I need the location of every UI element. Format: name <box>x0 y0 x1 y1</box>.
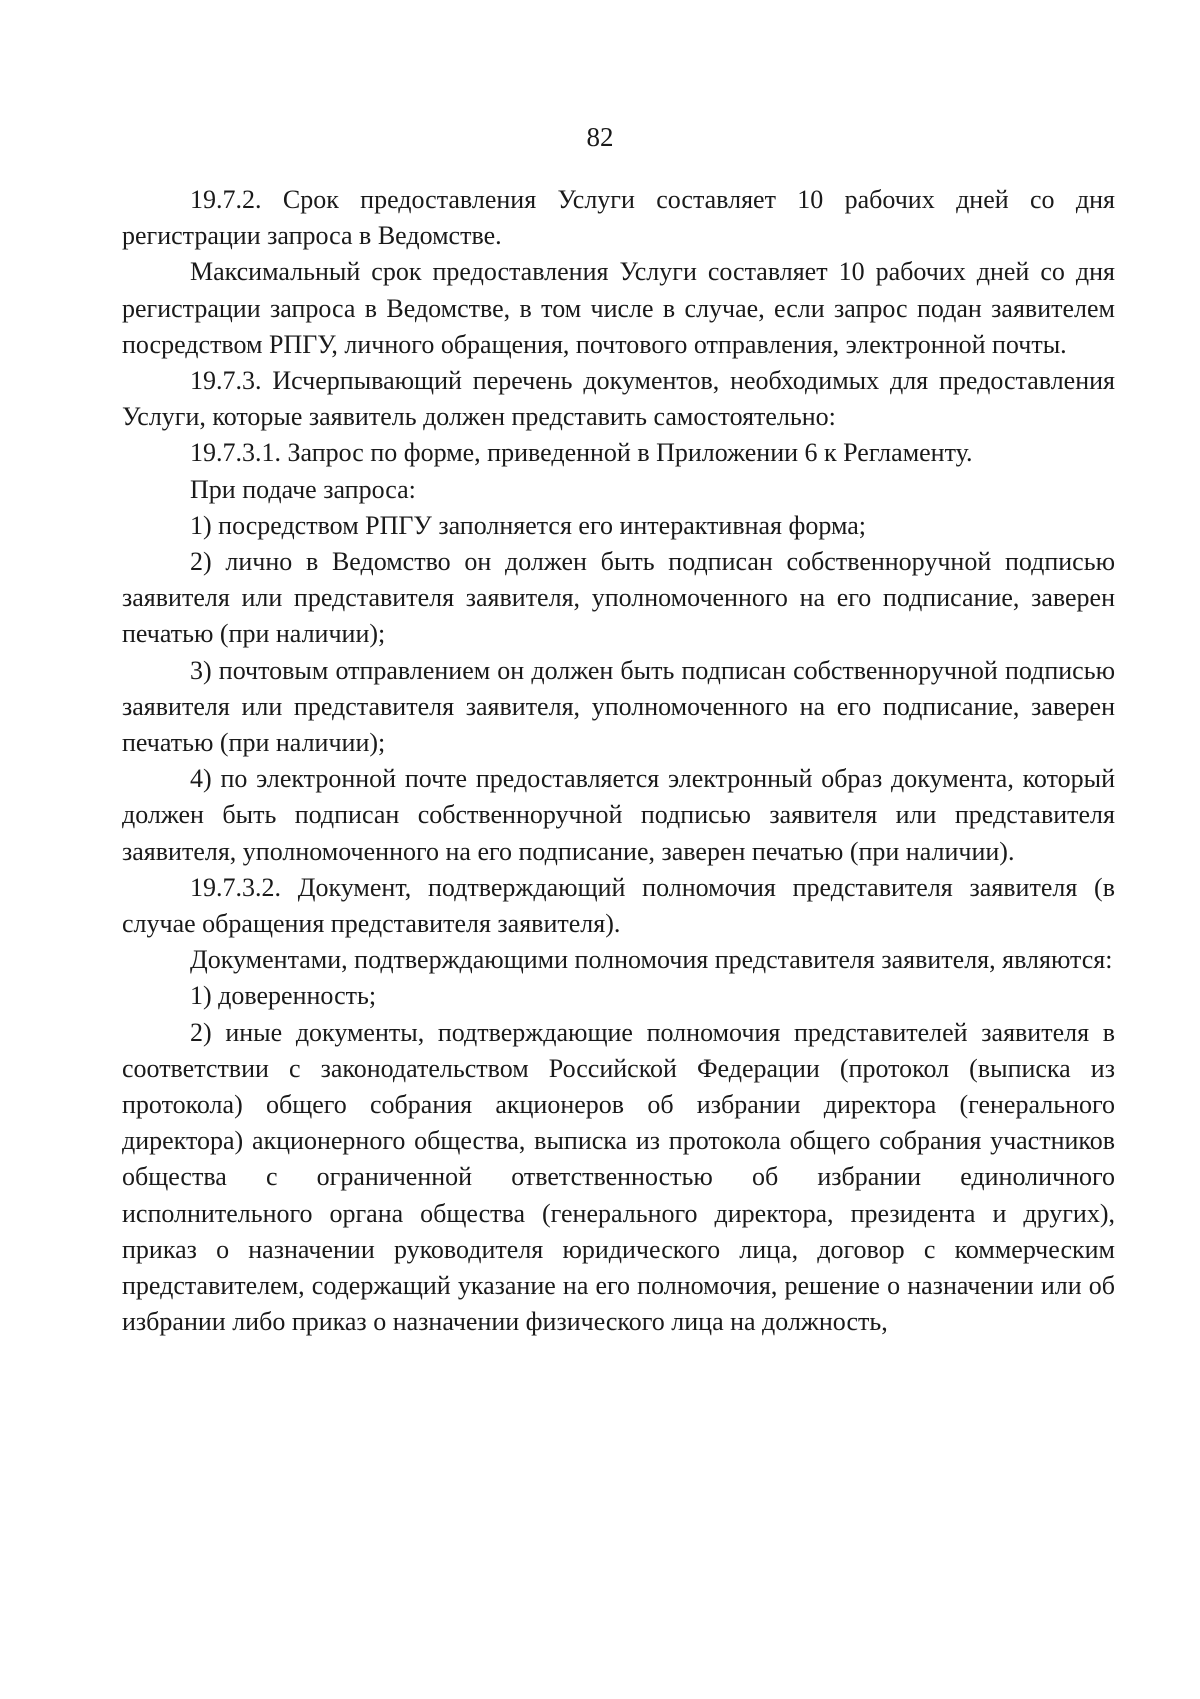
list-item-1-rpgu: 1) посредством РПГУ заполняется его интерактивная форма; <box>190 510 866 540</box>
paragraph-authority-documents: Документами, подтверждающими полномочия представителя заявителя, являются: <box>190 945 1113 975</box>
list-item-1-power-of-attorney: 1) доверенность; <box>190 981 377 1011</box>
list-item-2-in-person: 2) лично в Ведомство он должен быть подписан собственноручной подписью заявителя или представителя заявителя, уполномоченного на его подписание, заверен печатью (при наличии); <box>122 547 1115 649</box>
list-item-2-other-documents: 2) иные документы, подтверждающие полномочия представителей заявителя в соответствии с законодательством Российской Федерации (протокол (выписка из протокола) общего собрания акционеров об избрании директора (генерального директора) акционерного общества, выписка из протокола общего собрания участников общества с ограниченной ответственностью об избрании единоличного исполнительного органа общества (генерального директора, президента и других), приказ о назначении руководителя юридического лица, договор с коммерческим представителем, содержащий указание на его полномочия, решение о назначении или об избрании либо приказ о назначении физического лица на должность, <box>122 1017 1115 1337</box>
paragraph-request-submission: При подаче запроса: <box>190 474 416 504</box>
paragraph-19-7-3: 19.7.3. Исчерпывающий перечень документов, необходимых для предоставления Услуги, которые заявитель должен представить самостоятельно: <box>122 366 1115 432</box>
list-item-4-email: 4) по электронной почте предоставляется электронный образ документа, который должен быть подписан собственноручной подписью заявителя или представителя заявителя, уполномоченного на его подписание, заверен печатью (при наличии). <box>122 764 1115 866</box>
paragraph-max-term: Максимальный срок предоставления Услуги составляет 10 рабочих дней со дня регистрации запроса в Ведомстве, в том числе в случае, если запрос подан заявителем посредством РПГУ, личного обращения, почтового отправления, электронной почты. <box>122 257 1115 359</box>
document-body <box>122 182 1115 1341</box>
paragraph-19-7-2: 19.7.2. Срок предоставления Услуги составляет 10 рабочих дней со дня регистрации запроса в Ведомстве. <box>122 185 1115 251</box>
paragraph-19-7-3-1: 19.7.3.1. Запрос по форме, приведенной в Приложении 6 к Регламенту. <box>190 438 973 468</box>
paragraph-19-7-3-2: 19.7.3.2. Документ, подтверждающий полномочия представителя заявителя (в случае обращения представителя заявителя). <box>122 872 1115 939</box>
page-number: 82 <box>586 122 614 152</box>
list-item-3-postal: 3) почтовым отправлением он должен быть подписан собственноручной подписью заявителя или представителя заявителя, уполномоченного на его подписание, заверен печатью (при наличии); <box>122 655 1115 758</box>
